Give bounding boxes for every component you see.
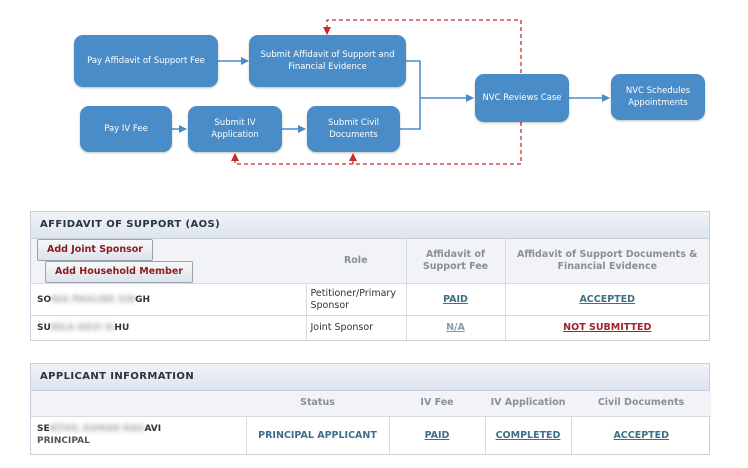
flow-step-nvc-schedules: NVC Schedules Appointments	[611, 74, 705, 120]
applicant-status: PRINCIPAL APPLICANT	[246, 416, 389, 454]
aos-fee-status-link[interactable]: N/A	[446, 322, 465, 334]
aos-fee-status-link[interactable]: PAID	[443, 294, 468, 305]
applicant-panel	[30, 363, 710, 455]
aos-docs-status-link[interactable]: NOT SUBMITTED	[563, 322, 652, 334]
sponsor-name: SUNILA DEVI SIHU	[31, 316, 306, 340]
table-row	[31, 284, 709, 316]
flow-step-pay-aos-fee: Pay Affidavit of Support Fee	[74, 35, 218, 87]
aos-docs-status-link[interactable]: ACCEPTED	[579, 294, 636, 305]
add-joint-sponsor-button[interactable]: Add Joint Sponsor	[37, 239, 153, 261]
flow-step-submit-civil: Submit Civil Documents	[307, 106, 400, 152]
col-header-role: Role	[343, 255, 368, 266]
arrow-civil-to-merge	[400, 98, 420, 129]
applicant-name: SENTHIL KUMAR RAGAVI PRINCIPAL	[31, 416, 246, 454]
sponsor-role: Petitioner/Primary Sponsor	[306, 284, 406, 316]
flow-step-pay-iv-fee: Pay IV Fee	[80, 106, 172, 152]
col-header-aos-docs: Affidavit of Support Documents & Financial Evidence	[505, 239, 709, 284]
sponsor-name: SONIA PAULINE SINGH	[31, 284, 306, 316]
flow-step-submit-aos: Submit Affidavit of Support and Financial Evidence	[249, 35, 406, 87]
col-header-iv-fee: IV Fee	[420, 397, 454, 409]
aos-panel	[30, 211, 710, 341]
aos-table	[31, 239, 709, 340]
col-header-status: Status	[300, 397, 335, 409]
civil-documents-status-link[interactable]: ACCEPTED	[613, 429, 670, 441]
table-row	[31, 416, 711, 454]
iv-fee-status-link[interactable]: PAID	[424, 429, 450, 441]
applicant-role-label: PRINCIPAL	[37, 436, 90, 447]
aos-panel-title: AFFIDAVIT OF SUPPORT (AOS)	[31, 212, 709, 239]
col-header-civil-documents: Civil Documents	[597, 397, 685, 409]
add-household-member-button[interactable]: Add Household Member	[45, 261, 193, 283]
applicant-table	[31, 391, 711, 454]
sponsor-role: Joint Sponsor	[306, 316, 406, 340]
col-header-iv-application: IV Application	[490, 397, 566, 409]
flow-step-submit-iv-app: Submit IV Application	[188, 106, 282, 152]
col-header-aos-fee: Affidavit of Support Fee	[406, 239, 505, 284]
flow-step-nvc-reviews: NVC Reviews Case	[475, 74, 569, 122]
arrow-aos-to-merge	[406, 61, 420, 98]
applicant-panel-title: APPLICANT INFORMATION	[31, 364, 709, 391]
table-row	[31, 316, 709, 340]
iv-application-status-link[interactable]: COMPLETED	[495, 429, 561, 441]
